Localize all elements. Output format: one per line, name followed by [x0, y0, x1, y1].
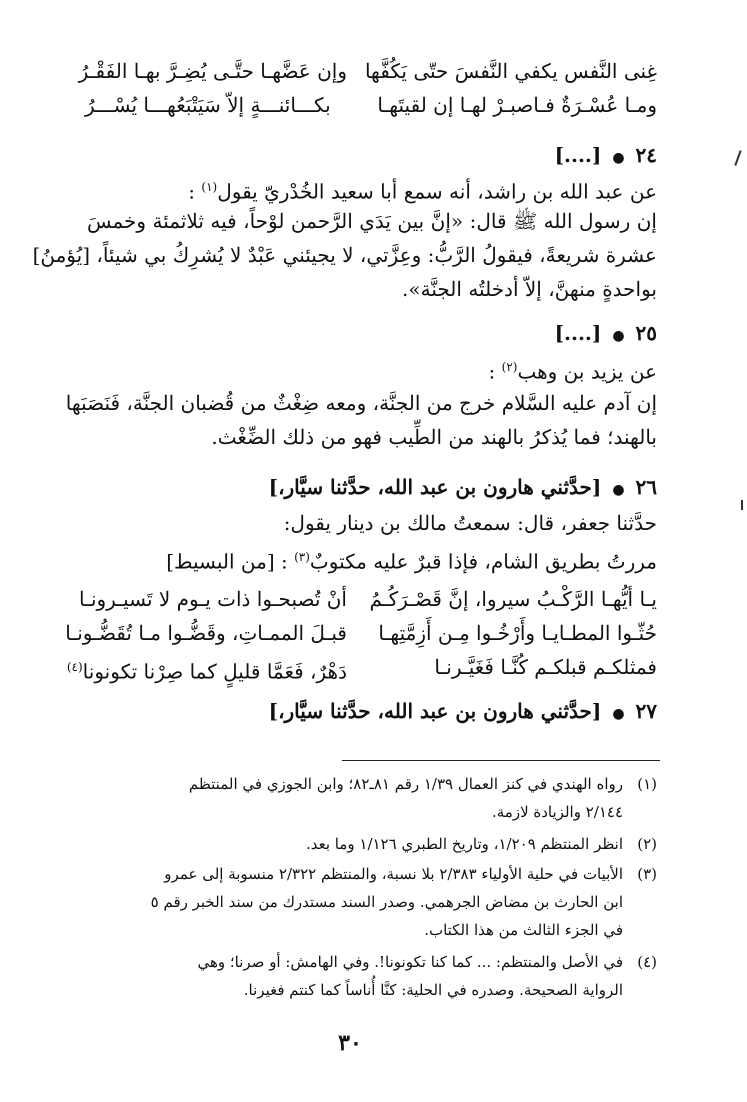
verse-hemistich-right: فمثلكـم قبلكـم كُنَّـا فَغَيَّـرنـا [434, 655, 657, 679]
colon: : [488, 359, 496, 384]
scan-edge-mark [741, 500, 743, 510]
footnote-ref: (٤) [66, 660, 83, 674]
verse-hemistich-left: أنْ تُصبحـوا ذات يـوم لا تَسيـرونـا [79, 587, 347, 611]
entry-bracket: [....] [554, 321, 602, 345]
entry-25-line: إن آدم عليه السَّلام خرج من الجنَّة، ومعه ضِغْثٌ من قُضبان الجنَّة، فَنَصَبَها [65, 391, 657, 415]
entry-bracket: [....] [554, 143, 602, 167]
footnote-1: (١)رواه الهندي في كنز العمال ١/٣٩ رقم ٨١ـ٨٢؛ وابن الجوزي في المنتظم [87, 772, 657, 796]
scan-edge-mark [734, 150, 741, 166]
footnote-4-cont: الرواية الصحيحة. وصدره في الحلية: كنَّا أُناساً كما كنتم فغيرنا. [243, 981, 623, 999]
verse-hemistich-right: غِنى النَّفس يكفي النَّفسَ حتّى يَكُفَّها [364, 59, 657, 83]
entry-26-heading [87, 472, 657, 505]
verse-hemistich-right: يـا أيُّهـا الرَّكْـبُ سيروا، إنَّ قَصْـرَكُـمُ [369, 587, 657, 611]
footnote-3-cont: ابن الحارث بن مضاض الجرهمي. وصدر السند مستدرك من سند الخبر رقم ٥ [150, 893, 623, 911]
footnote-separator [342, 760, 660, 761]
meter-label: : [من البسيط] [166, 549, 288, 574]
entry-24-heading [87, 140, 657, 173]
footnote-ref: (١) [201, 180, 218, 194]
entry-27-heading [87, 696, 657, 729]
bullet-icon: ● [612, 706, 625, 722]
footnote-number: (١) [637, 775, 657, 793]
footnote-4: (٤)في الأصل والمنتظم: ... كما كنا تكونونا!. وفي الهامش: أو صرنا؛ وهي [87, 950, 657, 974]
entry-24-line: بواحدةٍ منهنَّ، إلاّ أدخلتُه الجنَّة». [402, 277, 657, 301]
verse-hemistich-left: دَهْرٌ، فَعَمَّا قليلٍ كما صِرْنا تكونونا$^{(٤)}$ [66, 659, 347, 684]
entry-number: ٢٥ [635, 321, 657, 345]
entry-26-line: حدَّثنا جعفر، قال: سمعتُ مالك بن دينار يقول: [283, 511, 657, 535]
footnote-number: (٢) [637, 835, 657, 853]
verse-hemistich-left: وإن عَضَّهـا حتَّـى يُضِـرَّ بهـا الفَقْـرُ [78, 59, 347, 83]
footnote-ref: (٣) [294, 550, 310, 564]
verse-hemistich-left: قبـلَ الممـاتِ، وقَضُّـوا مـا تُقَضُّـونـا [65, 621, 347, 645]
colon: : [188, 179, 196, 204]
bullet-icon: ● [612, 150, 625, 166]
footnote-3-cont: في الجزء الثالث من هذا الكتاب. [424, 921, 623, 939]
entry-25-line: بالهند؛ فما يُذكرُ بالهند من الطِّيب فهو من ذلك الضِّغْث. [211, 425, 657, 449]
entry-number: ٢٦ [635, 475, 657, 499]
verse-hemistich-right: ومـا عُسْـرَةٌ فـاصبـرْ لهـا إن لقيتَهـا [377, 93, 657, 117]
entry-24-line: عشرة شريعةً، فيقولُ الرَّبُّ: وعِزَّتي، لا يجيئني عَبْدٌ لا يُشرِكُ بي شيئاً، [يُؤمنُ] [32, 243, 657, 267]
entry-number: ٢٤ [635, 143, 657, 167]
entry-24-line: عن عبد الله بن راشد، أنه سمع أبا سعيد الخُدْريّ يقول$^{(١)}$ : [188, 179, 657, 204]
bullet-icon: ● [612, 328, 625, 344]
footnote-ref: (٢) [501, 360, 518, 374]
verse-hemistich-left: بكـــائنـــةٍ إلاّ سَيَتْبَعُهـــا يُسْـــرُ [85, 93, 331, 117]
bullet-icon: ● [612, 482, 625, 498]
footnote-1-cont: ٢/١٤٤ والزيادة لازمة. [491, 803, 623, 821]
footnote-3: (٣)الأبيات في حلية الأولياء ٢/٣٨٣ بلا نسبة، والمنتظم ٢/٣٢٢ منسوبة إلى عمرو [87, 862, 657, 886]
entry-isnad: [حدَّثني هارون بن عبد الله، حدَّثنا سيَّار،] [268, 475, 602, 499]
footnote-number: (٤) [637, 953, 657, 971]
page-number: ٣٠ [338, 1030, 362, 1056]
entry-25-line: عن يزيد بن وهب$^{(٢)}$ : [488, 359, 657, 384]
entry-24-line: إن رسول الله ﷺ قال: «إنَّ بين يَدَي الرَّحمن لوْحاً، فيه ثلاثمئة وخمسَ [87, 209, 657, 233]
entry-isnad: [حدَّثني هارون بن عبد الله، حدَّثنا سيَّار،] [268, 699, 602, 723]
footnote-2: (٢)انظر المنتظم ١/٢٠٩، وتاريخ الطبري ١/١٢٦ وما بعد. [87, 832, 657, 856]
footnote-number: (٣) [637, 865, 657, 883]
entry-25-heading [87, 318, 657, 351]
verse-hemistich-right: حُثّـوا المطـايـا وأَرْخُـوا مِـن أَزِمَّتِهـا [378, 621, 657, 645]
entry-number: ٢٧ [635, 699, 657, 723]
entry-26-line: مررتُ بطريق الشام، فإذا قبرٌ عليه مكتوبٌ$^{(٣)}$ : [من البسيط] [166, 549, 657, 574]
